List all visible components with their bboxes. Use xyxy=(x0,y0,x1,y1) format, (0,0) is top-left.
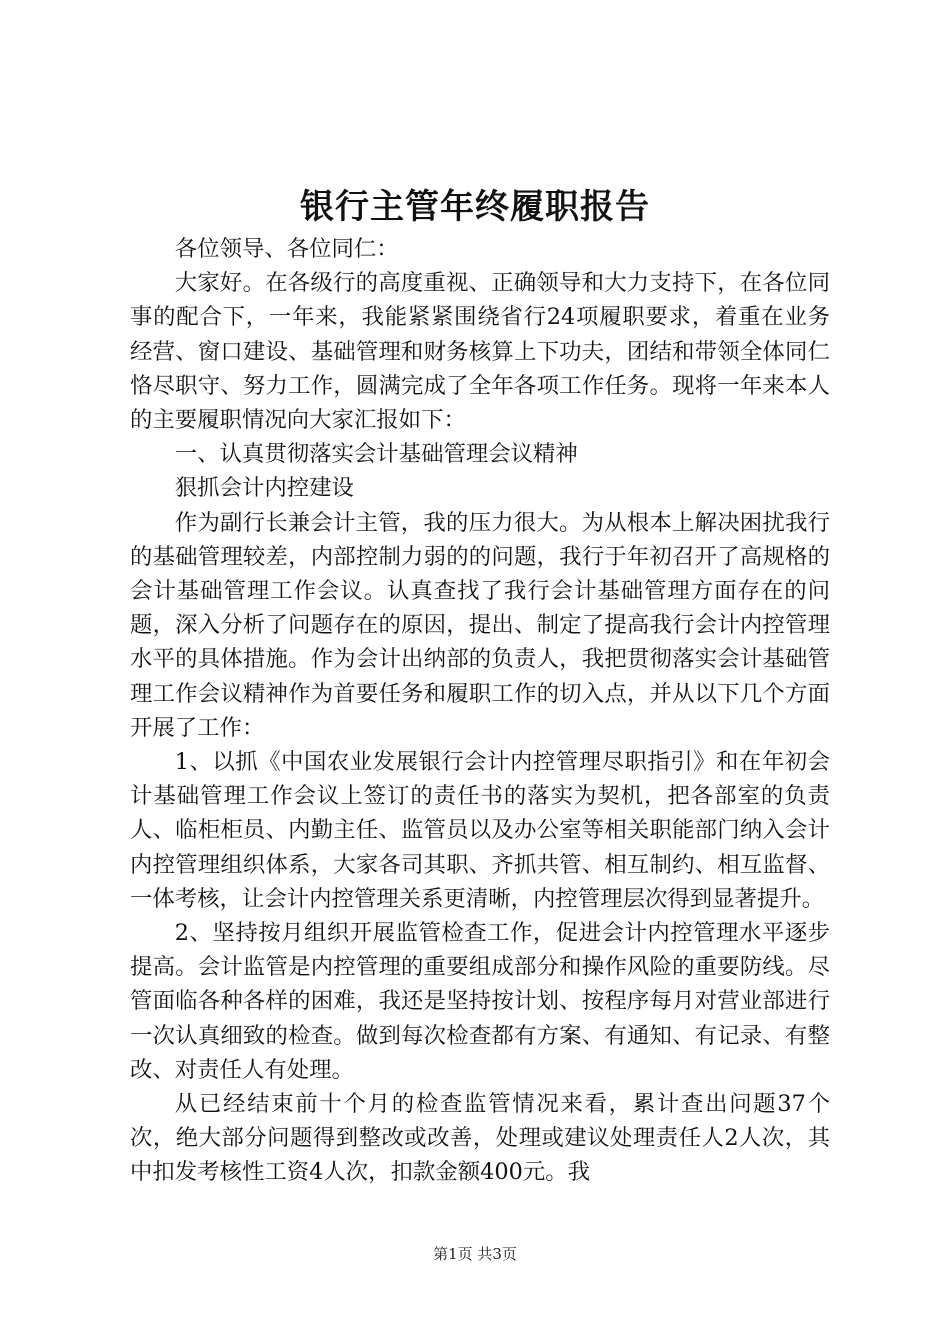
document-body xyxy=(130,232,830,1190)
page-footer: 第1页 共3页 xyxy=(433,1245,517,1263)
body-paragraph: 从已经结束前十个月的检查监管情况来看，累计查出问题37个次，绝大部分问题得到整改或改善，处理或建议处理责任人2人次，其中扣发考核性工资4人次，扣款金额400元。我 xyxy=(130,1091,830,1186)
section-heading-1: 一、认真贯彻落实会计基础管理会议精神 xyxy=(174,441,578,468)
item-paragraph-1: 1、以抓《中国农业发展银行会计内控管理尽职指引》和在年初会计基础管理工作会议上签订的责任书的落实为契机，把各部室的负责人、临柜柜员、内勤主任、监管员以及办公室等相关职能部门纳入会计内控管理组织体系，大家各司其职、齐抓共管、相互制约、相互监督、一体考核，让会计内控管理关系更清晰，内控管理层次得到显著提升。 xyxy=(130,749,830,912)
item-paragraph-2: 2、坚持按月组织开展监管检查工作，促进会计内控管理水平逐步提高。会计监管是内控管理的重要组成部分和操作风险的重要防线。尽管面临各种各样的困难，我还是坚持按计划、按程序每月对营业部进行一次认真细致的检查。做到每次检查都有方案、有通知、有记录、有整改、对责任人有处理。 xyxy=(130,920,830,1083)
body-paragraph: 作为副行长兼会计主管，我的压力很大。为从根本上解决困扰我行的基础管理较差，内部控制力弱的的问题，我行于年初召开了高规格的会计基础管理工作会议。认真查找了我行会计基础管理方面存在的问题，深入分析了问题存在的原因，提出、制定了提高我行会计内控管理水平的具体措施。作为会计出纳部的负责人，我把贯彻落实会计基础管理工作会议精神作为首要任务和履职工作的切入点，并从以下几个方面开展了工作： xyxy=(130,509,830,741)
salutation-paragraph: 各位领导、各位同仁： xyxy=(174,236,399,262)
intro-paragraph: 大家好。在各级行的高度重视、正确领导和大力支持下，在各位同事的配合下，一年来，我能紧紧围绕省行24项履职要求，着重在业务经营、窗口建设、基础管理和财务核算上下功夫，团结和带领全体同仁恪尽职守、努力工作，圆满完成了全年各项工作任务。现将一年来本人的主要履职情况向大家汇报如下： xyxy=(130,270,830,434)
document-title: 银行主管年终履职报告 xyxy=(300,187,650,227)
section-subheading-1: 狠抓会计内控建设 xyxy=(174,475,354,502)
